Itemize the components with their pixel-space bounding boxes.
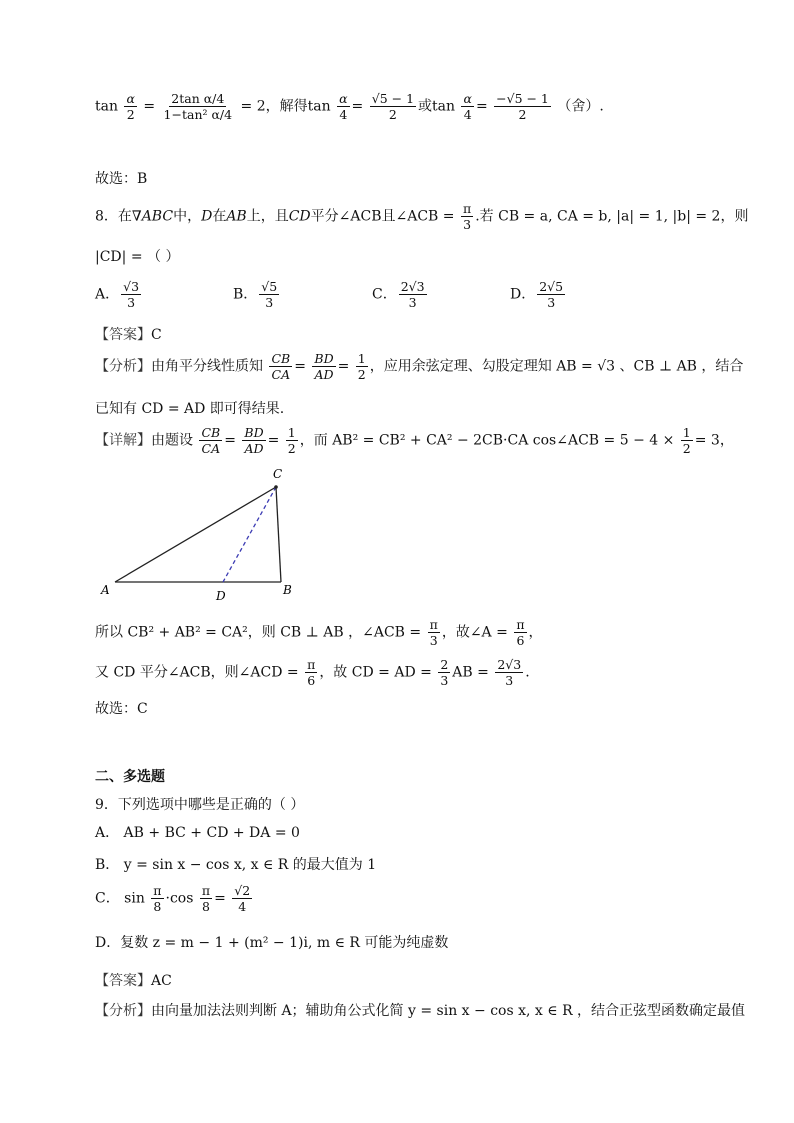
side-ac [115, 487, 276, 582]
q9-option-a[interactable]: A． AB + BC + CD + DA = 0 [95, 825, 300, 841]
q7-choose: 故选：B [95, 171, 148, 187]
q9-analysis: 【分析】由向量加法法则判断 A；辅助角公式化简 y = sin x − cos x, x ∈ R ，结合正弦型函数确定最值 [95, 1003, 746, 1019]
q8-detail: 【详解】由题设 $\frac{CB}{CA}$ = $\frac{BD}{AD}$ = $\frac{1}{2}$ ，而 AB² = CB² + CA² − 2CB·CA cos∠ACB = 5 − 4 × $\frac{1}{2}$ = 3， [95, 425, 734, 457]
label-b: B [283, 583, 292, 597]
alpha-quarter-frac-2: $\frac{\alpha}{4}$ [463, 91, 472, 123]
label-c: C [273, 467, 283, 481]
q8-choose: 故选：C [95, 701, 148, 717]
q8-option-c[interactable]: C． $\frac{2√3}{3}$ [372, 279, 425, 311]
solve-text: ，解得 [265, 98, 308, 115]
solution2-frac: $\frac{-√5 - 1}{2}$ [496, 91, 549, 123]
q9-option-d[interactable]: D．复数 z = m − 1 + (m² − 1)i, m ∈ R 可能为纯虚数 [95, 935, 449, 951]
q8-analysis: 【分析】由角平分线性质知 $\frac{CB}{CA}$ = $\frac{BD}{AD}$ = $\frac{1}{2}$ ，应用余弦定理、勾股定理知 AB = √3 、CB ⊥ AB ，结合 [95, 351, 744, 383]
double-angle-frac: $\frac{\text{2tan α/4}}{\text{1−tan² α/4}}$ [163, 91, 233, 123]
q8-analysis-cont: 已知有 CD = AD 即可得结果. [95, 401, 285, 417]
q9-answer: 【答案】AC [95, 973, 172, 989]
q9-option-c[interactable]: C． sin $\frac{\pi}{8}$ ·cos $\frac{\pi}{8}$ = $\frac{√2}{4}$ [95, 883, 251, 915]
solution1-frac: $\frac{√5 - 1}{2}$ [371, 91, 415, 123]
label-d: D [216, 589, 226, 603]
label-a: A [101, 583, 110, 597]
q8-answer: 【答案】C [95, 327, 162, 343]
alpha-quarter-frac: $\frac{\alpha}{4}$ [339, 91, 348, 123]
reject-text: （舍）. [557, 98, 604, 115]
q7-solution-line: tan $\frac{\alpha}{2}$ = $\frac{\text{2tan α/4}}{\text{1−tan² α/4}}$ = 2，解得tan $\frac{\alpha}{4}$ = $\frac{√5 - 1}{2}$ 或tan $\frac{\alpha}{4}$ = $\frac{-√5 - 1}{2}$ （舍）. [95, 91, 604, 123]
section-title: 二、多选题 [95, 769, 165, 785]
eq2: = 2 [240, 98, 266, 115]
or-text: 或 [418, 98, 433, 115]
q8-conclusion-1: 所以 CB² + AB² = CA²，则 CB ⊥ AB ，∠ACB = $\frac{\pi}{3}$ ，故∠A = $\frac{\pi}{6}$ ， [95, 617, 543, 649]
q8-option-d[interactable]: D． $\frac{2√5}{3}$ [510, 279, 564, 311]
q8-option-a[interactable]: A． $\frac{√3}{3}$ [95, 279, 140, 311]
q8-conclusion-2: 又 CD 平分∠ACB，则∠ACD = $\frac{\pi}{6}$ ，故 CD = AD = $\frac{2}{3}$ AB = $\frac{2√3}{3}$ . [95, 657, 530, 689]
q8-stem: 8．在∇ABC中，D在AB上，且CD平分∠ACB且∠ACB = $\frac{\pi}{3}$ .若 CB = a, CA = b, |a| = 1, |b| = 2，则 [95, 201, 749, 233]
side-cb [276, 487, 281, 582]
tan-text: tan [95, 98, 118, 115]
q8-option-b[interactable]: B． $\frac{√5}{3}$ [233, 279, 278, 311]
angle-acb-frac: $\frac{\pi}{3}$ [462, 201, 472, 233]
q8-ask: |CD| = （ ） [95, 249, 180, 265]
segment-cd [223, 487, 276, 582]
alpha-half-frac: $\frac{\alpha}{2}$ [126, 91, 135, 123]
q9-stem: 9．下列选项中哪些是正确的（ ） [95, 797, 305, 813]
triangle-figure [95, 465, 315, 605]
q9-option-b[interactable]: B． y = sin x − cos x, x ∈ R 的最大值为 1 [95, 857, 377, 873]
